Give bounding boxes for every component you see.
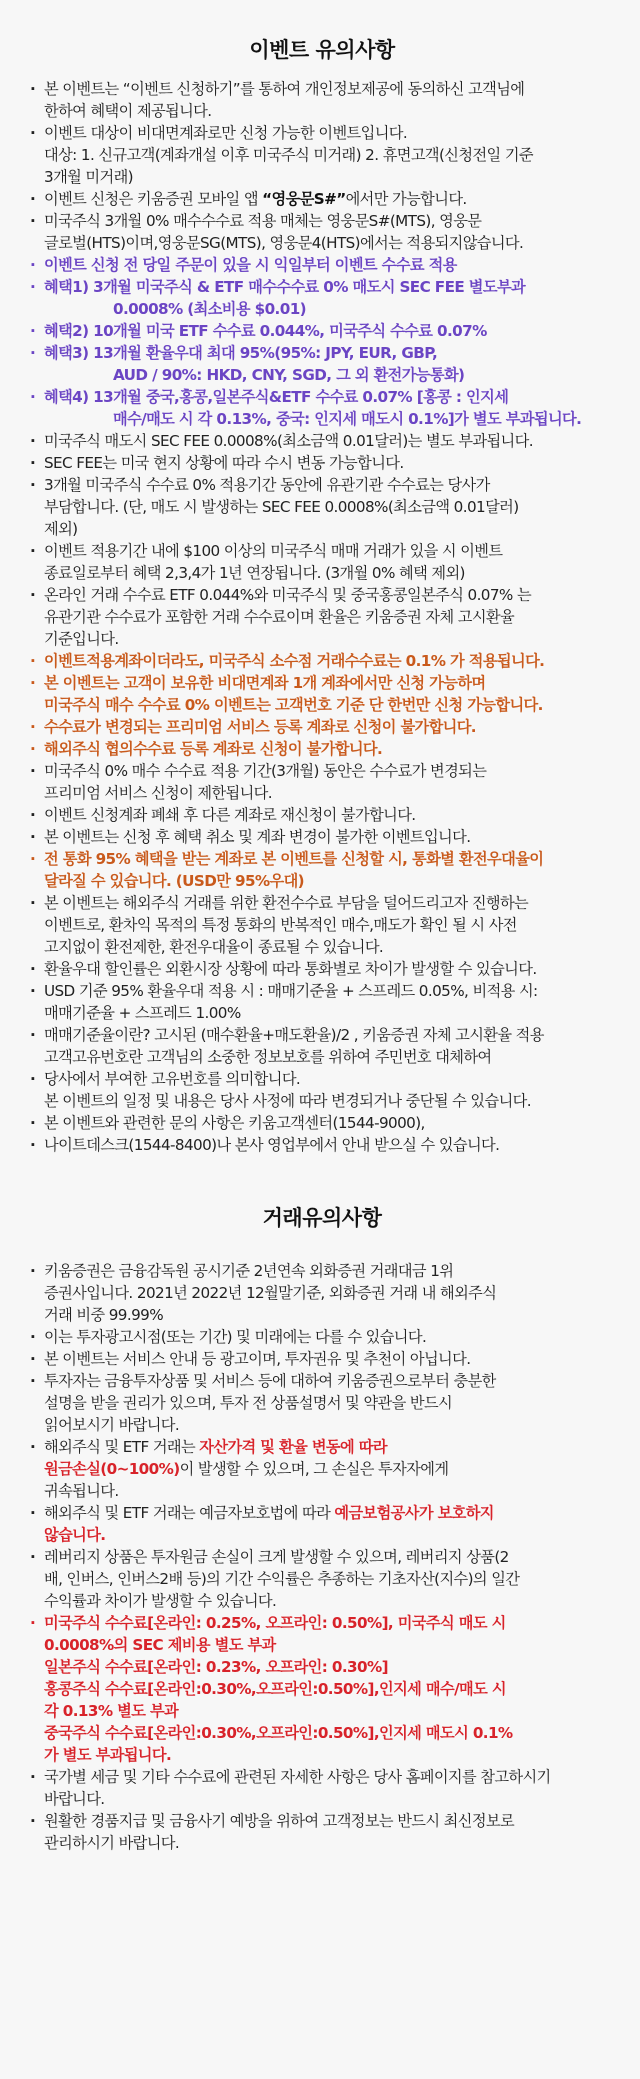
list-item — [30, 1766, 614, 1810]
list-item-text: 이벤트 신청은 키움증권 모바일 앱 — [44, 190, 263, 208]
list-item-highlight — [30, 672, 614, 716]
list-item-line: 읽어보시기 바랍니다. — [44, 1416, 180, 1434]
list-item-line: 제외) — [44, 520, 78, 538]
list-item-line: · 본 이벤트는 해외주식 거래를 위한 환전수수료 부담을 덜어드리고자 진행하는 — [44, 894, 529, 912]
list-item-line: · 투자자는 금융투자상품 및 서비스 등에 대하여 키움증권으로부터 충분한 — [44, 1372, 496, 1390]
list-item-line: 달라질 수 있습니다. (USD만 95%우대) — [44, 872, 305, 890]
list-item-line: · 본 이벤트와 관련한 문의 사항은 키움고객센터(1544-9000), — [44, 1114, 425, 1132]
list-item — [30, 78, 614, 122]
list-item-line: 가 별도 부과됩니다. — [44, 1746, 172, 1764]
list-item — [30, 1260, 614, 1326]
list-item-line — [44, 1502, 614, 1524]
list-item-highlight — [30, 254, 614, 276]
list-item-line: · 이벤트 신청계좌 폐쇄 후 다른 계좌로 재신청이 불가합니다. — [44, 806, 416, 824]
list-item-line: 프리미엄 서비스 신청이 제한됩니다. — [44, 784, 272, 802]
list-item-line: · 매매기준율이란? 고시된 (매수환율+매도환율)/2 , 키움증권 자체 고시환율 적용 — [44, 1026, 544, 1044]
list-item-line: 이벤트로, 환차익 목적의 특정 통화의 반복적인 매수,매도가 확인 될 시 사전 — [44, 916, 517, 934]
list-item-line: · 온라인 거래 수수료 ETF 0.044%와 미국주식 및 중국홍콩일본주식 0.07% 는 — [44, 586, 532, 604]
list-item — [30, 584, 614, 650]
list-item-line: 설명을 받을 권리가 있으며, 투자 전 상품설명서 및 약관을 반드시 — [44, 1394, 453, 1412]
list-item-line: 홍콩주식 수수료[온라인:0.30%,오프라인:0.50%],인지세 매수/매도 시 — [44, 1680, 506, 1698]
app-name-emphasis: “영웅문S#” — [262, 190, 346, 208]
benefit-item-3 — [30, 342, 614, 386]
list-item-line: · 당사에서 부여한 고유번호를 의미합니다. — [44, 1070, 301, 1088]
list-item-text: 해외주식 및 ETF 거래는 예금자보호법에 따라 — [44, 1504, 335, 1522]
list-item-line: 귀속됩니다. — [44, 1482, 119, 1500]
list-item — [30, 452, 614, 474]
list-item — [30, 1546, 614, 1612]
list-item-line: · 키움증권은 금융감독원 공시기준 2년연속 외화증권 거래대금 1위 — [44, 1262, 454, 1280]
list-item-line: 한하여 혜택이 제공됩니다. — [44, 102, 212, 120]
list-item-text: 에서만 가능합니다. — [345, 190, 467, 208]
list-item-highlight — [30, 716, 614, 738]
list-item — [30, 826, 614, 848]
list-item-line: · 해외주식 협의수수료 등록 계좌로 신청이 불가합니다. — [44, 740, 383, 758]
list-item-line: · 국가별 세금 및 기타 수수료에 관련된 자세한 사항은 당사 홈페이지를 참고하시기 — [44, 1768, 551, 1786]
list-item-line: 대상: 1. 신규고객(계좌개설 이후 미국주식 미거래) 2. 휴면고객(신청전일 기준 — [44, 146, 533, 164]
list-item — [30, 188, 614, 210]
list-item-line: 각 0.13% 별도 부과 — [44, 1702, 179, 1720]
list-item-line — [44, 1436, 614, 1458]
trade-notice-list — [30, 1260, 614, 1854]
list-item-line: · USD 기준 95% 환율우대 적용 시 : 매매기준율 + 스프레드 0.05%, 비적용 시: — [44, 982, 538, 1000]
list-item-line: · 미국주식 매도시 SEC FEE 0.0008%(최소금액 0.01달러)는 별도 부과됩니다. — [44, 432, 533, 450]
list-item — [30, 1134, 614, 1156]
list-item-line: · 본 이벤트는 고객이 보유한 비대면계좌 1개 계좌에서만 신청 가능하며 — [44, 674, 486, 692]
list-item-line: 매수/매도 시 각 0.13%, 중국: 인지세 매도시 0.1%]가 별도 부과됩니다. — [113, 410, 582, 428]
list-item — [30, 210, 614, 254]
list-item-line: · 본 이벤트는 “이벤트 신청하기”를 통하여 개인정보제공에 동의하신 고객님에 — [44, 80, 525, 98]
list-item — [30, 760, 614, 804]
list-item-line: · 원활한 경품지급 및 금융사기 예방을 위하여 고객정보는 반드시 최신정보로 — [44, 1812, 515, 1830]
list-item-highlight — [30, 848, 614, 892]
list-item-line — [44, 1458, 614, 1480]
trade-notice-title: 거래유의사항 — [262, 1206, 382, 1230]
list-item-line: AUD / 90%: HKD, CNY, SGD, 그 외 환전가능통화) — [113, 366, 465, 384]
list-item-line: · 3개월 미국주식 수수료 0% 적용기간 동안에 유관기관 수수료는 당사가 — [44, 476, 490, 494]
list-item-line: · 혜택1) 3개월 미국주식 & ETF 매수수수료 0% 매도시 SEC FEE 별도부과 — [44, 278, 526, 296]
list-item-line: 매매기준율 + 스프레드 1.00% — [44, 1004, 241, 1022]
list-item-line: · 레버리지 상품은 투자원금 손실이 크게 발생할 수 있으며, 레버리지 상품(2 — [44, 1548, 509, 1566]
list-item-line: 3개월 미거래) — [44, 168, 133, 186]
list-item — [30, 540, 614, 584]
list-item-line: 유관기관 수수료가 포함한 거래 수수료이며 환율은 키움증권 자체 고시환율 — [44, 608, 515, 626]
list-item-line: · 혜택4) 13개월 중국,홍콩,일본주식&ETF 수수료 0.07% [홍콩 : 인지세 — [44, 388, 509, 406]
list-item — [30, 1112, 614, 1134]
list-item-line: · 미국주식 수수료[온라인: 0.25%, 오프라인: 0.50%], 미국주식 매도 시 — [44, 1614, 506, 1632]
event-notice-title: 이벤트 유의사항 — [249, 38, 395, 62]
list-item-line: · 환율우대 할인률은 외환시장 상황에 따라 통화별로 차이가 발생할 수 있습니다. — [44, 960, 537, 978]
list-item — [30, 122, 614, 188]
list-item-line: · 수수료가 변경되는 프리미엄 서비스 등록 계좌로 신청이 불가합니다. — [44, 718, 476, 736]
list-item-line: · 혜택3) 13개월 환율우대 최대 95%(95%: JPY, EUR, GBP, — [44, 344, 438, 362]
list-item-line: 본 이벤트의 일정 및 내용은 당사 사정에 따라 변경되거나 중단될 수 있습니다. — [44, 1092, 531, 1110]
list-item-line: 배, 인버스, 인버스2배 등)의 기간 수익률은 추종하는 기초자산(지수)의 일간 — [44, 1570, 520, 1588]
list-item-line: 글로벌(HTS)이며,영웅문SG(MTS), 영웅문4(HTS)에서는 적용되지않습니다. — [44, 234, 524, 252]
list-item-line: · 혜택2) 10개월 미국 ETF 수수료 0.044%, 미국주식 수수료 0.07% — [44, 322, 487, 340]
benefit-item-2 — [30, 320, 614, 342]
risk-warning-text: 자산가격 및 환율 변동에 따라 — [199, 1438, 387, 1456]
list-item-line: · 미국주식 3개월 0% 매수수수료 적용 매체는 영웅문S#(MTS), 영웅문 — [44, 212, 482, 230]
list-item-line: 바랍니다. — [44, 1790, 105, 1808]
list-item-highlight — [30, 650, 614, 672]
trade-notice-section — [0, 1202, 640, 1854]
list-item-line: 관리하시기 바랍니다. — [44, 1834, 180, 1852]
list-item-line: 수익률과 차이가 발생할 수 있습니다. — [44, 1592, 277, 1610]
list-item-text: 해외주식 및 ETF 거래는 — [44, 1438, 200, 1456]
benefit-item-4 — [30, 386, 614, 430]
list-item — [30, 804, 614, 826]
list-item — [30, 474, 614, 540]
list-item — [30, 892, 614, 958]
list-item-line: 0.0008%의 SEC 제비용 별도 부과 — [44, 1636, 276, 1654]
list-item — [30, 1024, 614, 1068]
risk-warning-text: 않습니다. — [44, 1526, 106, 1544]
list-item — [30, 1348, 614, 1370]
benefit-item-1 — [30, 276, 614, 320]
list-item — [30, 430, 614, 452]
list-item-line: 고객고유번호란 고객님의 소중한 정보보호를 위하여 주민번호 대체하여 — [44, 1048, 492, 1066]
list-item-line: · 이벤트 신청 전 당일 주문이 있을 시 익일부터 이벤트 수수료 적용 — [44, 256, 457, 274]
fee-schedule-item — [30, 1612, 614, 1766]
list-item-line: 중국주식 수수료[온라인:0.30%,오프라인:0.50%],인지세 매도시 0.1% — [44, 1724, 513, 1742]
list-item — [30, 1326, 614, 1348]
list-item — [30, 1502, 614, 1546]
list-item-line: 증권사입니다. 2021년 2022년 12월말기준, 외화증권 거래 내 해외주식 — [44, 1284, 497, 1302]
list-item-line: · 이벤트 대상이 비대면계좌로만 신청 가능한 이벤트입니다. — [44, 124, 408, 142]
list-item-line: · SEC FEE는 미국 현지 상황에 따라 수시 변동 가능합니다. — [44, 454, 404, 472]
list-item-line: 0.0008% (최소비용 $0.01) — [113, 300, 307, 318]
list-item-line: · 이는 투자광고시점(또는 기간) 및 미래에는 다를 수 있습니다. — [44, 1328, 427, 1346]
list-item-line: · 이벤트적용계좌이더라도, 미국주식 소수점 거래수수료는 0.1% 가 적용됩니다. — [44, 652, 545, 670]
list-item-line: 고지없이 환전제한, 환전우대율이 종료될 수 있습니다. — [44, 938, 384, 956]
list-item — [30, 958, 614, 980]
list-item-line: 기준입니다. — [44, 630, 119, 648]
list-item-line: 일본주식 수수료[온라인: 0.23%, 오프라인: 0.30%] — [44, 1658, 388, 1676]
list-item-line: · 본 이벤트는 서비스 안내 등 광고이며, 투자권유 및 추천이 아닙니다. — [44, 1350, 471, 1368]
list-item-line: · 전 통화 95% 혜택을 받는 계좌로 본 이벤트를 신청할 시, 통화별 환전우대율이 — [44, 850, 544, 868]
risk-warning-text: 원금손실(0~100%) — [44, 1460, 180, 1478]
list-item-line: 미국주식 매수 수수료 0% 이벤트는 고객번호 기준 단 한번만 신청 가능합니다. — [44, 696, 543, 714]
list-item-line: 종료일로부터 혜택 2,3,4가 1년 연장됩니다. (3개월 0% 혜택 제외) — [44, 564, 465, 582]
list-item-text: 이 발생할 수 있으며, 그 손실은 투자자에게 — [179, 1460, 449, 1478]
risk-warning-text: 예금보험공사가 보호하지 — [334, 1504, 494, 1522]
list-item-line: · 나이트데스크(1544-8400)나 본사 영업부에서 안내 받으실 수 있습니다. — [44, 1136, 500, 1154]
list-item-line: · 미국주식 0% 매수 수수료 적용 기간(3개월) 동안은 수수료가 변경되는 — [44, 762, 487, 780]
list-item-line: · 이벤트 적용기간 내에 $100 이상의 미국주식 매매 거래가 있을 시 이벤트 — [44, 542, 503, 560]
list-item — [30, 1370, 614, 1436]
list-item — [30, 1810, 614, 1854]
event-notice-list — [30, 78, 614, 1156]
list-item — [30, 980, 614, 1024]
list-item-line: · 본 이벤트는 신청 후 혜택 취소 및 계좌 변경이 불가한 이벤트입니다. — [44, 828, 471, 846]
list-item — [30, 1436, 614, 1502]
list-item-highlight — [30, 738, 614, 760]
list-item — [30, 1068, 614, 1112]
list-item-line: 거래 비중 99.99% — [44, 1306, 164, 1324]
list-item-line: 부담합니다. (단, 매도 시 발생하는 SEC FEE 0.0008%(최소금액 0.01달러) — [44, 498, 519, 516]
